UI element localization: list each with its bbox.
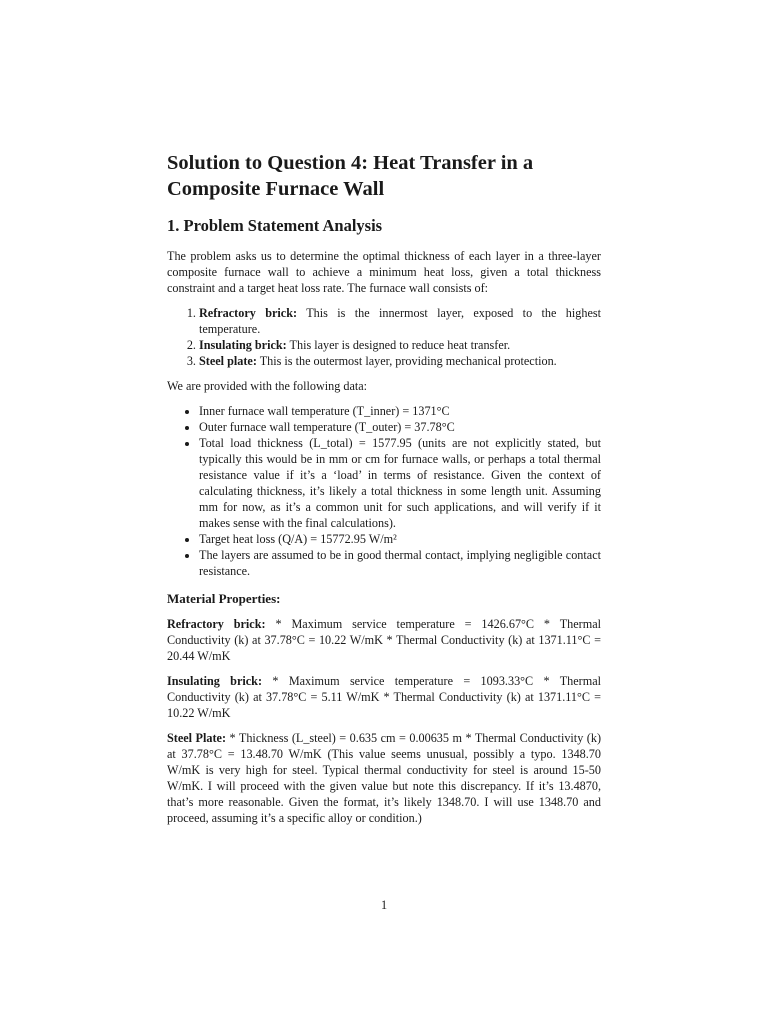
insulating-brick-label: Insulating brick: [167, 674, 263, 688]
insulating-brick-paragraph [167, 673, 601, 721]
layer-list [167, 305, 601, 369]
list-item [199, 337, 601, 353]
document-page [167, 150, 601, 835]
insulating-brick-text: * Maximum service temperature = 1093.33°C * Thermal Conductivity (k) at 37.78°C = 5.11 W/mK * Thermal Conductivity (k) at 1371.11°C = 10.22 W/mK [167, 674, 602, 720]
layer-description: This is the innermost layer, exposed to the highest temperature. [199, 306, 601, 336]
data-list [167, 403, 601, 579]
page-number: 1 [380, 898, 388, 912]
section-heading-problem-statement: 1. Problem Statement Analysis [167, 216, 383, 235]
list-item [199, 353, 601, 369]
layer-name: Insulating brick: [199, 338, 287, 352]
list-item: • Outer furnace wall temperature (T_outer) = 37.78°C [199, 419, 601, 435]
steel-plate-paragraph [167, 730, 601, 826]
material-properties-heading: Material Properties: [167, 591, 281, 606]
layer-name: Steel plate: [199, 354, 257, 368]
steel-plate-label: Steel Plate: [167, 731, 226, 745]
refractory-brick-text: * Maximum service temperature = 1426.67°C * Thermal Conductivity (k) at 37.78°C = 10.22 W/mK * Thermal Conductivity (k) at 1371.11°C = 20.44 W/mK [167, 617, 601, 663]
steel-plate-text: * Thickness (L_steel) = 0.635 cm = 0.00635 m * Thermal Conductivity (k) at 37.78°C = 13.48.70 W/mK (This value seems unusual, possibly a typo. 1348.70 W/mK is very high for steel. Typical thermal conductivity for steel is around 15-50 W/mK. I will proceed with the given value but note this discrepancy. If it’s 13.4870, that’s more reasonable. Given the format, it’s likely 1348.70. I will use 1348.70 and proceed, assuming it’s a specific alloy or condition.) [167, 731, 602, 825]
layer-name: Refractory brick: [199, 306, 298, 320]
layer-description: This layer is designed to reduce heat transfer. [289, 338, 511, 352]
layer-description: This is the outermost layer, providing mechanical protection. [259, 354, 557, 368]
list-item [199, 305, 601, 337]
intro-paragraph: The problem asks us to determine the optimal thickness of each layer in a three-layer composite furnace wall to achieve a minimum heat loss, given a total thickness constraint and a target heat loss rate. The furnace wall consists of: [167, 249, 601, 295]
refractory-brick-paragraph [167, 616, 601, 664]
data-intro-paragraph: We are provided with the following data: [167, 379, 368, 393]
list-item: • The layers are assumed to be in good thermal contact, implying negligible contact resistance. [199, 547, 601, 579]
document-title: Solution to Question 4: Heat Transfer in a Composite Furnace Wall [167, 152, 534, 200]
list-item: • Total load thickness (L_total) = 1577.95 (units are not explicitly stated, but typically this would be in mm or cm for furnace walls, or perhaps a total thermal resistance value if it’s a ‘load’ in terms of resistance. Given the context of calculating thickness, it’s likely a total thickness in some length unit. Assuming mm for now, as it’s a common unit for such applications, and will verify if it makes sense with the final calculations). [199, 435, 601, 531]
refractory-brick-label: Refractory brick: [167, 617, 266, 631]
list-item: • Inner furnace wall temperature (T_inner) = 1371°C [199, 403, 601, 419]
list-item: • Target heat loss (Q/A) = 15772.95 W/m² [199, 531, 601, 547]
